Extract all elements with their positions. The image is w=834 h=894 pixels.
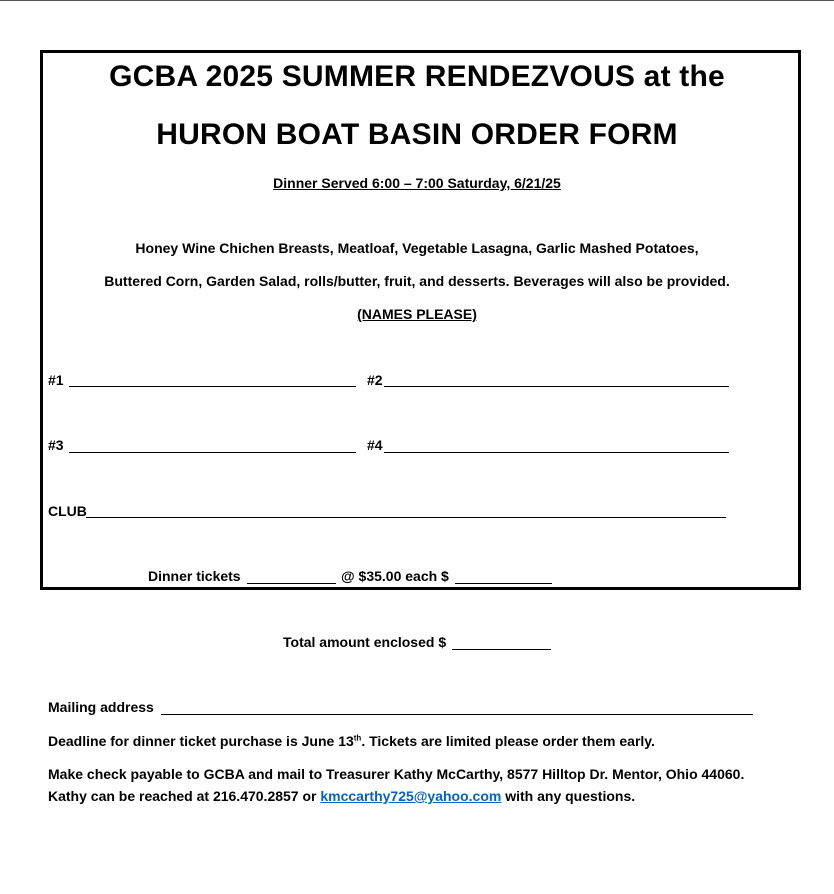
club-field[interactable]	[86, 517, 726, 518]
deadline-note	[48, 733, 655, 749]
deadline-date-suffix: th	[353, 733, 362, 743]
names-please-heading: (NAMES PLEASE)	[357, 306, 477, 322]
ticket-amount-field[interactable]	[455, 583, 552, 584]
total-amount-field[interactable]	[452, 649, 551, 650]
contact-line	[48, 788, 635, 804]
dinner-served-time: Dinner Served 6:00 – 7:00 Saturday, 6/21/25	[273, 175, 561, 191]
form-title-line-1: GCBA 2025 SUMMER RENDEZVOUS at the	[109, 60, 725, 93]
name-2-label: #2	[367, 372, 383, 388]
total-amount-label: Total amount enclosed $	[283, 634, 447, 650]
menu-line-2: Buttered Corn, Garden Salad, rolls/butter, fruit, and desserts. Beverages will also be provided.	[104, 273, 730, 289]
name-4-field[interactable]	[384, 452, 729, 453]
mailing-address-field[interactable]	[161, 714, 753, 715]
name-2-field[interactable]	[384, 386, 729, 387]
name-1-label: #1	[48, 372, 64, 388]
mailing-address-label: Mailing address	[48, 699, 154, 715]
dinner-tickets-label: Dinner tickets	[148, 568, 241, 584]
deadline-text-end: . Tickets are limited please order them early.	[361, 733, 655, 749]
page-top-rule	[0, 0, 834, 1]
name-4-label: #4	[367, 437, 383, 453]
name-1-field[interactable]	[69, 386, 356, 387]
contact-text-end: with any questions.	[501, 788, 636, 804]
name-3-label: #3	[48, 437, 64, 453]
ticket-price-text: @ $35.00 each $	[341, 568, 449, 584]
club-label: CLUB	[48, 503, 87, 519]
ticket-quantity-field[interactable]	[247, 583, 336, 584]
payment-instructions: Make check payable to GCBA and mail to Treasurer Kathy McCarthy, 8577 Hilltop Dr. Mentor, Ohio 44060.	[48, 766, 745, 782]
name-3-field[interactable]	[69, 452, 356, 453]
deadline-text-start: Deadline for dinner ticket purchase is June 13	[48, 733, 354, 749]
contact-text-start: Kathy can be reached at 216.470.2857 or	[48, 788, 321, 804]
menu-line-1: Honey Wine Chichen Breasts, Meatloaf, Vegetable Lasagna, Garlic Mashed Potatoes,	[135, 240, 699, 256]
form-title-line-2: HURON BOAT BASIN ORDER FORM	[156, 118, 678, 151]
contact-email-link[interactable]: kmccarthy725@yahoo.com	[320, 788, 502, 804]
